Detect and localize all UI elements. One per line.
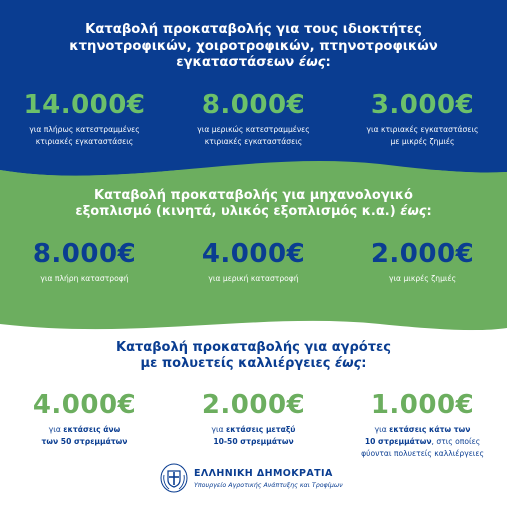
amount-card [171,241,336,285]
blue-wave-divider [0,150,507,190]
caption-line [340,436,505,448]
caption-line: για κτιριακές εγκαταστάσεις [366,125,479,134]
amount-caption [171,124,336,148]
amount-caption [171,424,336,448]
section3-title-emphasis: έως [335,356,362,372]
amount-value: 3.000€ [370,90,475,120]
section3-title-line1: Καταβολή προκαταβολής για αγρότες [116,340,391,355]
section2-title-emphasis: έως [400,204,427,220]
caption-line: φύονται πολυετείς καλλιέργειες [361,448,484,458]
section1-title-line3 [0,55,507,72]
section3-amounts-row [0,392,507,459]
caption-bold-text: εκτάσεις άνω [63,425,121,434]
amount-value: 2.000€ [370,239,475,269]
amount-caption [2,424,167,448]
amount-caption [2,124,167,148]
amount-value: 14.000€ [23,90,146,120]
caption-line [171,424,336,436]
caption-line: με μικρές ζημιές [390,136,455,146]
section1-title-colon: : [325,55,331,70]
amount-caption: για μερική καταστροφή [208,274,299,283]
caption-bold-text: των 50 στρεμμάτων [41,436,128,446]
caption-line [171,436,336,448]
section2-title-line2-prefix: εξοπλισμό (κινητά, υλικός εξοπλισμός κ.α.) [75,204,401,220]
caption-text: για [211,425,227,434]
caption-bold-text: εκτάσεις κάτω των [389,425,471,434]
amount-card [171,92,336,148]
section1-title-line1: Καταβολή προκαταβολής για τους ιδιοκτήτες [85,22,422,37]
caption-line [2,424,167,436]
amount-card [2,92,167,148]
amount-card [171,392,336,459]
amount-value: 1.000€ [370,390,475,420]
amount-value: 4.000€ [32,390,137,420]
amount-card [2,392,167,459]
amount-value: 8.000€ [32,239,137,269]
amount-card [340,392,505,459]
caption-text: για [374,425,390,434]
section1-title-emphasis: έως [298,55,326,70]
footer-ministry: Υπουργείο Αγροτικής Ανάπτυξης και Τροφίμων [194,481,343,489]
amount-caption: για πλήρη καταστροφή [40,274,129,283]
amount-caption [340,124,505,148]
section1-title-line3-prefix: εγκαταστάσεων [176,55,299,70]
amount-card [340,92,505,148]
caption-bold-text: 10-50 στρεμμάτων [213,436,294,446]
section3-title [0,340,507,373]
section2-amounts-row [0,241,507,285]
section3-title-colon: : [361,356,367,372]
amount-caption [340,424,505,459]
caption-line [340,424,505,436]
section2-title [0,188,507,221]
caption-line: για μερικώς κατεστραμμένες [197,125,310,134]
section1-title [0,22,507,72]
section2-title-line2 [0,204,507,220]
amount-card [340,241,505,285]
caption-bold-text: 10 στρεμμάτων [364,436,432,446]
caption-text: , στις οποίες [431,436,481,446]
amount-card [2,241,167,285]
caption-text: για [48,425,64,434]
caption-line: κτιριακές εγκαταστάσεις [35,136,134,146]
section1-amounts-row [0,92,507,148]
footer-text [194,468,343,489]
caption-line [2,436,167,448]
section2-title-colon: : [426,204,432,220]
caption-line: κτιριακές εγκαταστάσεις [204,136,303,146]
section3-title-line2-prefix: με πολυετείς καλλιέργειες [140,356,335,372]
caption-line: για πλήρως κατεστραμμένες [29,125,140,134]
section1-title-line2: κτηνοτροφικών, χοιροτροφικών, πτηνοτροφικών [69,38,438,54]
greek-coat-of-arms-icon [160,463,188,493]
amount-caption: για μικρές ζημιές [388,274,457,283]
amount-value: 4.000€ [201,239,306,269]
footer-logo [160,463,343,493]
amount-value: 2.000€ [201,390,306,420]
amount-value: 8.000€ [201,90,306,120]
caption-bold-text: εκτάσεις μεταξύ [226,425,296,434]
footer-organization: ΕΛΛΗΝΙΚΗ ΔΗΜΟΚΡΑΤΙΑ [194,467,333,479]
section2-title-line1: Καταβολή προκαταβολής για μηχανολογικό [94,188,413,203]
section3-title-line2 [0,356,507,372]
